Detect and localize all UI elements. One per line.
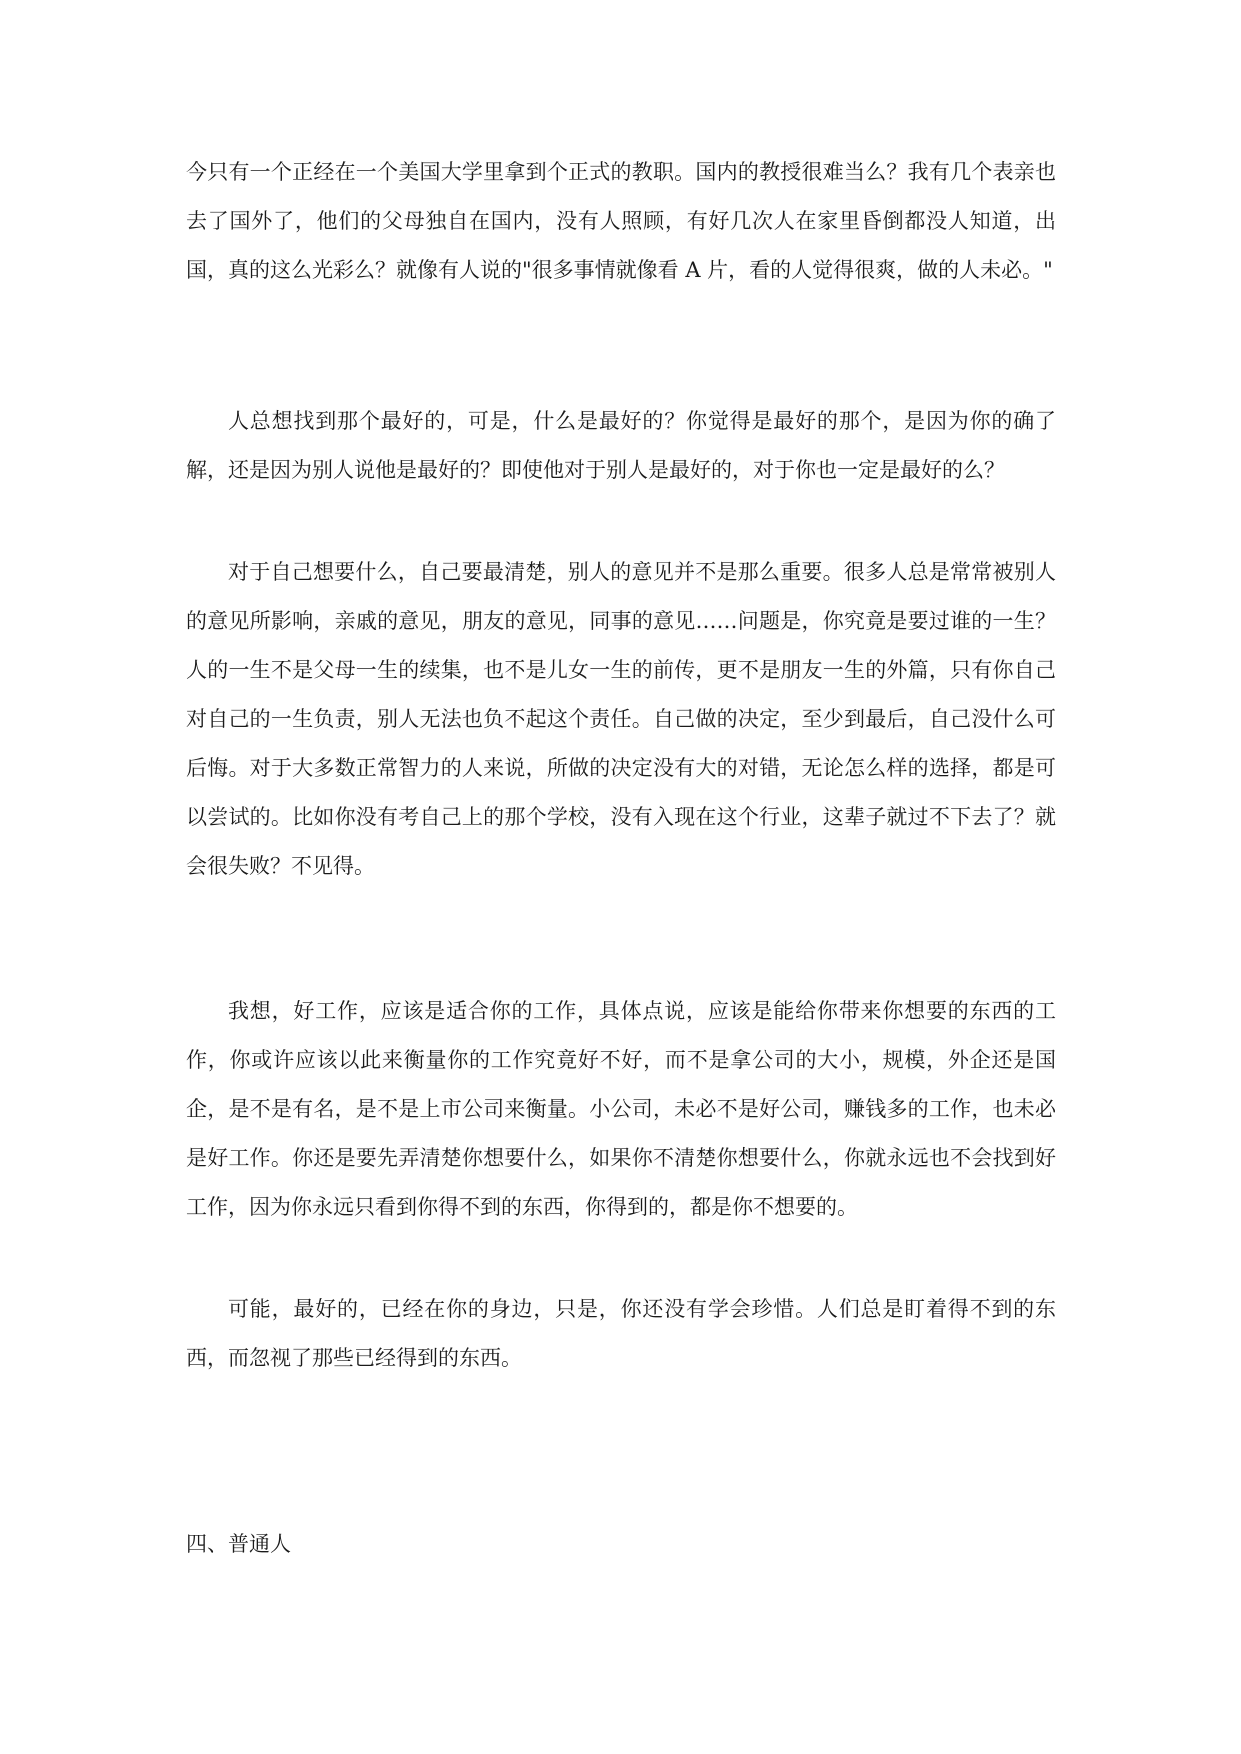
section-heading: 四、普通人	[186, 1532, 291, 1556]
paragraph-good-job: 我想，好工作，应该是适合你的工作，具体点说，应该是能给你带来你想要的东西的工作，你或许应该以此来衡量你的工作究竟好不好，而不是拿公司的大小，规模，外企还是国企，是不是有名，是不是上市公司来衡量。小公司，未必不是好公司，赚钱多的工作，也未必是好工作。你还是要先弄清楚你想要什么，如果你不清楚你想要什么，你就永远也不会找到好工作，因为你永远只看到你得不到的东西，你得到的，都是你不想要的。	[186, 999, 1056, 1219]
paragraph-best-choice: 人总想找到那个最好的，可是，什么是最好的？你觉得是最好的那个，是因为你的确了解，还是因为别人说他是最好的？即使他对于别人是最好的，对于你也一定是最好的么？	[186, 409, 1056, 482]
paragraph-own-decision: 对于自己想要什么，自己要最清楚，别人的意见并不是那么重要。很多人总是常常被别人的意见所影响，亲戚的意见，朋友的意见，同事的意见……问题是，你究竟是要过谁的一生？人的一生不是父母一生的续集，也不是儿女一生的前传，更不是朋友一生的外篇，只有你自己对自己的一生负责，别人无法也负不起这个责任。自己做的决定，至少到最后，自己没什么可后悔。对于大多数正常智力的人来说，所做的决定没有大的对错，无论怎么样的选择，都是可以尝试的。比如你没有考自己上的那个学校，没有入现在这个行业，这辈子就过不下去了？就会很失败？不见得。	[186, 560, 1056, 878]
paragraph-cherish: 可能，最好的，已经在你的身边，只是，你还没有学会珍惜。人们总是盯着得不到的东西，而忽视了那些已经得到的东西。	[186, 1297, 1056, 1370]
paragraph-continuation: 今只有一个正经在一个美国大学里拿到个正式的教职。国内的教授很难当么？我有几个表亲也去了国外了，他们的父母独自在国内，没有人照顾，有好几次人在家里昏倒都没人知道，出国，真的这么光彩么？就像有人说的"很多事情就像看 A 片，看的人觉得很爽，做的人未必。"	[186, 160, 1056, 282]
